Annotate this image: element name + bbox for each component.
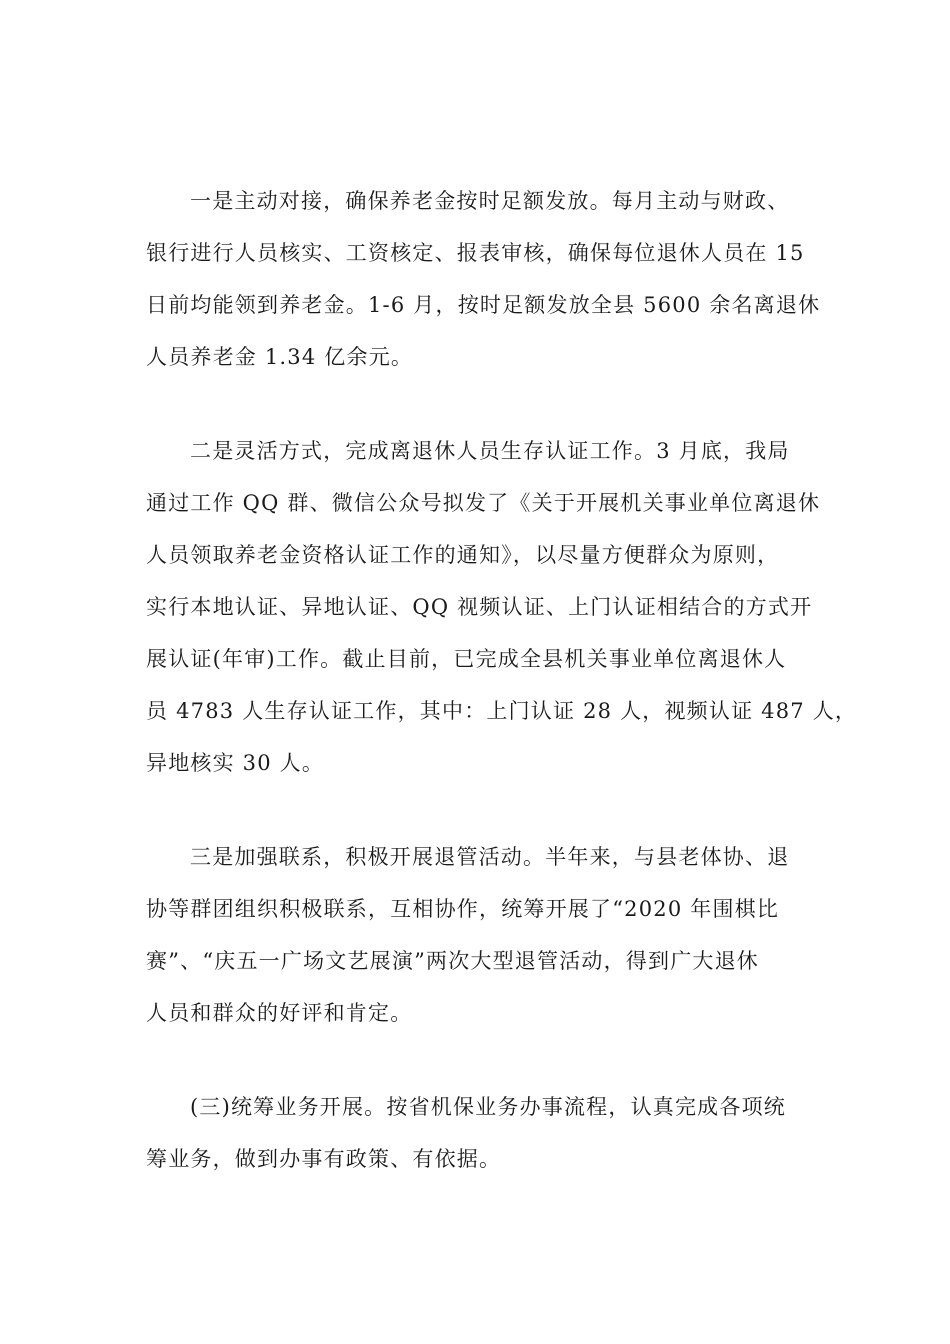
text-line: 人员和群众的好评和肯定。	[146, 1001, 413, 1025]
text-line: 实行本地认证、异地认证、QQ 视频认证、上门认证相结合的方式开	[146, 595, 813, 619]
text-line: 银行进行人员核实、工资核定、报表审核，确保每位退休人员在 15	[146, 241, 805, 265]
text-line: 筹业务，做到办事有政策、有依据。	[146, 1147, 502, 1171]
text-line: 人员领取养老金资格认证工作的通知》，以尽量方便群众为原则，	[146, 543, 780, 567]
text-line: 通过工作 QQ 群、微信公众号拟发了《关于开展机关事业单位离退休	[146, 491, 821, 515]
text-line: 员 4783 人生存认证工作，其中：上门认证 28 人，视频认证 487 人，	[146, 699, 858, 723]
text-line: 协等群团组织积极联系，互相协作，统筹开展了“2020 年围棋比	[146, 897, 780, 921]
text-line: 三是加强联系，积极开展退管活动。半年来，与县老体协、退	[190, 845, 790, 869]
text-line: 赛”、“庆五一广场文艺展演”两次大型退管活动，得到广大退休	[146, 949, 760, 973]
text-line: (三)统筹业务开展。按省机保业务办事流程，认真完成各项统	[190, 1095, 786, 1119]
text-line: 异地核实 30 人。	[146, 751, 325, 775]
text-line: 日前均能领到养老金。1-6 月，按时足额发放全县 5600 余名离退休	[146, 293, 821, 317]
text-line: 展认证(年审)工作。截止目前，已完成全县机关事业单位离退休人	[146, 647, 787, 671]
text-line: 二是灵活方式，完成离退休人员生存认证工作。3 月底，我局	[190, 439, 790, 463]
text-line: 人员养老金 1.34 亿余元。	[146, 345, 414, 369]
text-line: 一是主动对接，确保养老金按时足额发放。每月主动与财政、	[190, 189, 790, 213]
